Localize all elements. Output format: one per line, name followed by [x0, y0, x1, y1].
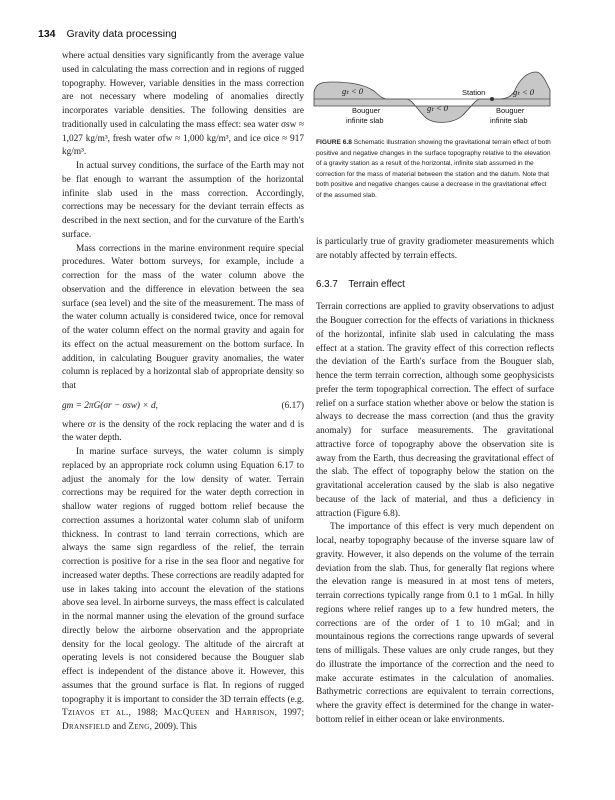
citation-join: and [215, 708, 229, 719]
label-bouguer-right-line2: infinite slab [490, 116, 528, 125]
section-title: Terrain effect [348, 278, 405, 290]
paragraph-with-references [62, 446, 304, 735]
left-column [62, 50, 304, 735]
citation-year: , 1997; [274, 708, 305, 719]
label-gt-left: gₜ < 0 [342, 86, 363, 96]
paragraph: In actual survey conditions, the surface of the Earth may not be flat enough to warrant the assumption of the horizontal infinite slab used in the mass correction. Accordingly, corrections may be necessary for the deviant terrain effects as described in the next section, and for the curvature of the Earth's surface. [62, 161, 304, 240]
paragraph: The importance of this effect is very much dependent on local, nearby topography because of the inverse square law of gravity. However, it also depends on the volume of the terrain deviation from the slab. Thus, for generally flat regions where the elevation range is measured in at most tens of meters, terrain corrections typically range from 0.1 to 1 mGal. In hilly regions where relief ranges up to a few hundred meters, the corrections are of the order of 1 to 10 mGal; and in mountainous regions the corrections range upwards of several tens of milligals. These values are only crude ranges, but they do illustrate the importance of the correction and the need to make accurate estimates in the calculation of anomalies. Bathymetric corrections are equivalent to terrain corrections, where the gravity effect is determined for the change in water-bottom relief in either ocean or lake environments. [316, 522, 554, 725]
equation-number: (6.17) [281, 400, 304, 411]
page-header [38, 28, 177, 40]
citation-author: Tziavos et al. [62, 708, 129, 719]
right-column [316, 236, 554, 728]
citation-year: , 1988; [128, 708, 158, 719]
citation-author: MacQueen [163, 708, 210, 719]
paragraph: Terrain corrections are applied to gravity observations to adjust the Bouguer correction for the effects of variations in thickness of the horizontal, infinite slab used in calculating the mass effect at a station. The gravity effect of this correction reflects the deviation of the Earth's surface from the Bouguer slab, hence the term terrain correction, although some geophysicists prefer the term topographical correction. The effect of surface relief on a surface station whether above or below the station is always to decrease the mass correction (and thus the gravity anomaly) for surface measurements. The gravitational attractive force of topography above the observation site is away from the Earth, thus decreasing the gravitational effect of the slab. The effect of topography below the station on the gravitational acceleration caused by the slab is also negative because of the lack of material, and thus a deficiency in attraction (Figure 6.8). [316, 302, 554, 519]
running-title: Gravity data processing [66, 28, 177, 40]
citation-author: Dransfield [62, 722, 111, 732]
section-heading [316, 278, 554, 292]
label-gt-mid: gₜ < 0 [427, 103, 448, 113]
page-number: 134 [38, 28, 56, 40]
label-gt-right: gₜ < 0 [513, 87, 534, 97]
paragraph: is particularly true of gravity gradiometer measurements which are notably affected by terrain effects. [316, 237, 554, 261]
figure-caption [316, 138, 552, 202]
citation-author: Zeng [128, 722, 150, 732]
citation-author: Harrison [234, 708, 275, 719]
equation-body: gm = 2πG(σr − σsw) × d, [62, 400, 158, 411]
equation-6-17 [62, 400, 304, 414]
citation-join: and [112, 722, 126, 732]
label-bouguer-right-line1: Bouguer [496, 106, 525, 115]
paragraph: where σr is the density of the rock replacing the water and d is the water depth. [62, 419, 304, 444]
label-bouguer-left-line1: Bouguer [352, 106, 381, 115]
station-marker [490, 97, 494, 101]
caption-label: FIGURE 6.8 [316, 139, 352, 146]
label-station: Station [462, 88, 486, 97]
terrain-diagram [312, 58, 554, 136]
caption-text: Schematic illustration showing the gravitational terrain effect of both positive and negative changes in the surface topography relative to the elevation of a gravity station as a result of the horizontal, infinite slab assumed in the correction for the mass of material between the station and the datum. Note that both positive and negative changes cause a decrease in the gravitational effect of the assumed slab. [316, 139, 551, 199]
paragraph: where actual densities vary significantly from the average value used in calculating the mass correction and in regions of rugged topography. However, variable densities in the mass correction are not necessary where modeling of anomalies directly incorporates variable densities. The following densities are traditionally used in calculating the mass effect: sea water σsw ≈ 1,027 kg/m³, fresh water σfw ≈ 1,000 kg/m³, and ice σice ≈ 917 kg/m³. [62, 51, 304, 158]
paragraph-text: In marine surface surveys, the water column is simply replaced by an appropriate rock column using Equation 6.17 to adjust the anomaly for the low density of water. Terrain corrections may be required for the water depth correction in shallow water regions of rugged bottom relief because the correction assumes a horizontal water column slab of uniform thickness. In contrast to land terrain corrections, which are always the same sign regardless of the relief, the terrain correction is positive for a rise in the sea floor and negative for increased water depths. These corrections are readily adapted for use in lakes taking into account the elevation of the stations above sea level. In airborne surveys, the mass effect is calculated in the normal manner using the elevation of the ground surface directly below the airborne observation and the appropriate density for the local geology. The altitude of the aircraft at operating levels is not considered because the Bouguer slab effect is independent of the distance above it. However, this assumes that the ground surface is flat. In regions of rugged topography it is important to consider the 3D terrain effects (e.g. [62, 447, 304, 705]
section-number: 6.3.7 [316, 278, 338, 290]
citation-tail: , 2009). This [149, 722, 197, 732]
label-bouguer-left-line2: infinite slab [346, 116, 384, 125]
paragraph: Mass corrections in the marine environment require special procedures. Water bottom surveys, for example, include a correction for the mass of the water column above the observation and the difference in elevation between the sea surface (sea level) and the site of the measurement. The mass of the water column actually is considered twice, once for removal of the water column effect on the normal gravity and again for its effect on the actual measurement on the bottom surface. In addition, in calculating Bouguer gravity anomalies, the water column is replaced by a horizontal slab of appropriate density so that [62, 243, 304, 391]
figure-6-8 [312, 58, 554, 136]
